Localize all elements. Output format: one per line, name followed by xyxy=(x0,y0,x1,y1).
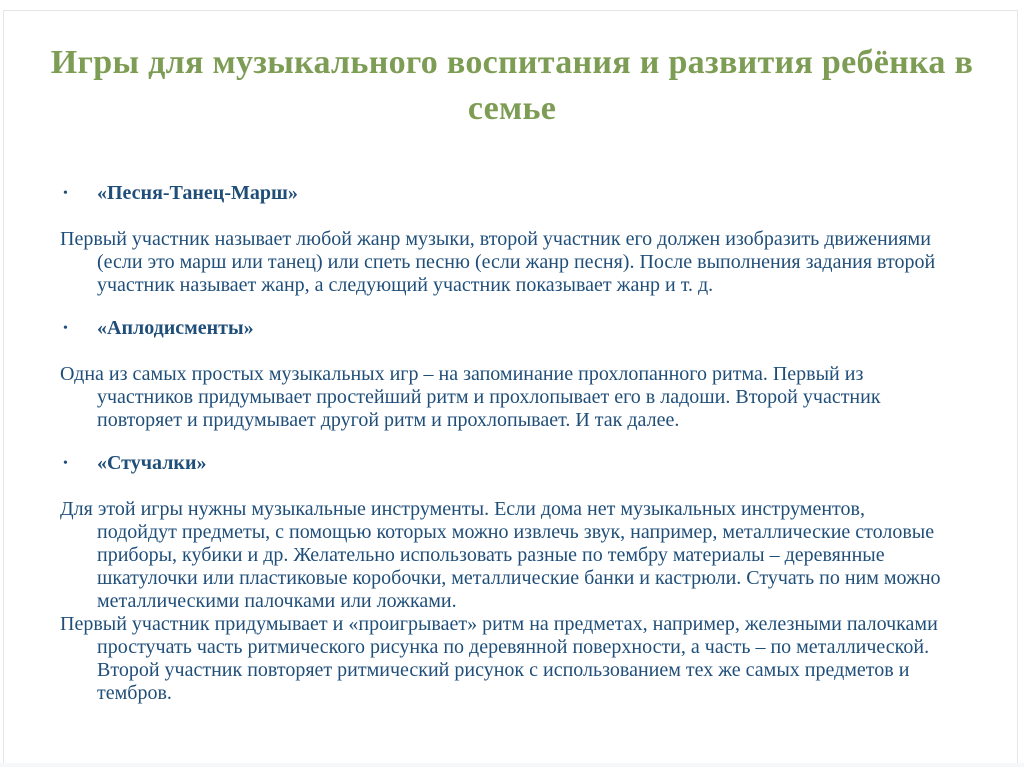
bullet-icon: • xyxy=(63,456,68,471)
slide-body xyxy=(60,182,948,705)
game-section-title: «Стучалки» xyxy=(97,452,207,474)
game-section-heading xyxy=(60,317,948,340)
bottom-edge-band xyxy=(0,763,1024,767)
game-section-paragraphs xyxy=(60,228,948,297)
game-section-heading xyxy=(60,452,948,475)
slide-title: Игры для музыкального воспитания и развития ребёнка в семье xyxy=(50,44,974,127)
game-section-title: «Песня-Танец-Марш» xyxy=(97,182,298,204)
game-section-paragraphs xyxy=(60,363,948,432)
bullet-icon: • xyxy=(63,321,68,336)
game-section xyxy=(60,452,948,705)
section-paragraph: Первый участник называет любой жанр музыки, второй участник его должен изобразить движениями (если это марш или танец) или спеть песню (если жанр песня). После выполнения задания второй участник называет жанр, а следующий участник показывает жанр и т. д. xyxy=(60,228,936,296)
section-paragraph: Одна из самых простых музыкальных игр – на запоминание прохлопанного ритма. Первый из участников придумывает простейший ритм и прохлопывает его в ладоши. Второй участник повторяет и придумывает другой ритм и прохлопывает. И так далее. xyxy=(60,363,881,431)
game-section-heading xyxy=(60,182,948,205)
section-paragraph: Для этой игры нужны музыкальные инструменты. Если дома нет музыкальных инструментов, подойдут предметы, с помощью которых можно извлечь звук, например, металлические столовые приборы, кубики и др. Желательно использовать разные по тембру материалы – деревянные шкатулочки или пластиковые коробочки, металлические банки и кастрюли. Стучать по ним можно металлическими палочками или ложками. xyxy=(60,498,941,612)
game-section-paragraphs xyxy=(60,498,948,705)
section-paragraph: Первый участник придумывает и «проигрывает» ритм на предметах, например, железными палочками простучать часть ритмического рисунка по деревянной поверхности, а часть – по металлической. Второй участник повторяет ритмический рисунок с использованием тех же самых предметов и тембров. xyxy=(60,613,938,704)
game-section xyxy=(60,182,948,297)
slide-title-wrap xyxy=(0,40,1024,132)
game-section xyxy=(60,317,948,432)
game-section-title: «Аплодисменты» xyxy=(97,317,254,339)
bullet-icon: • xyxy=(63,186,68,201)
